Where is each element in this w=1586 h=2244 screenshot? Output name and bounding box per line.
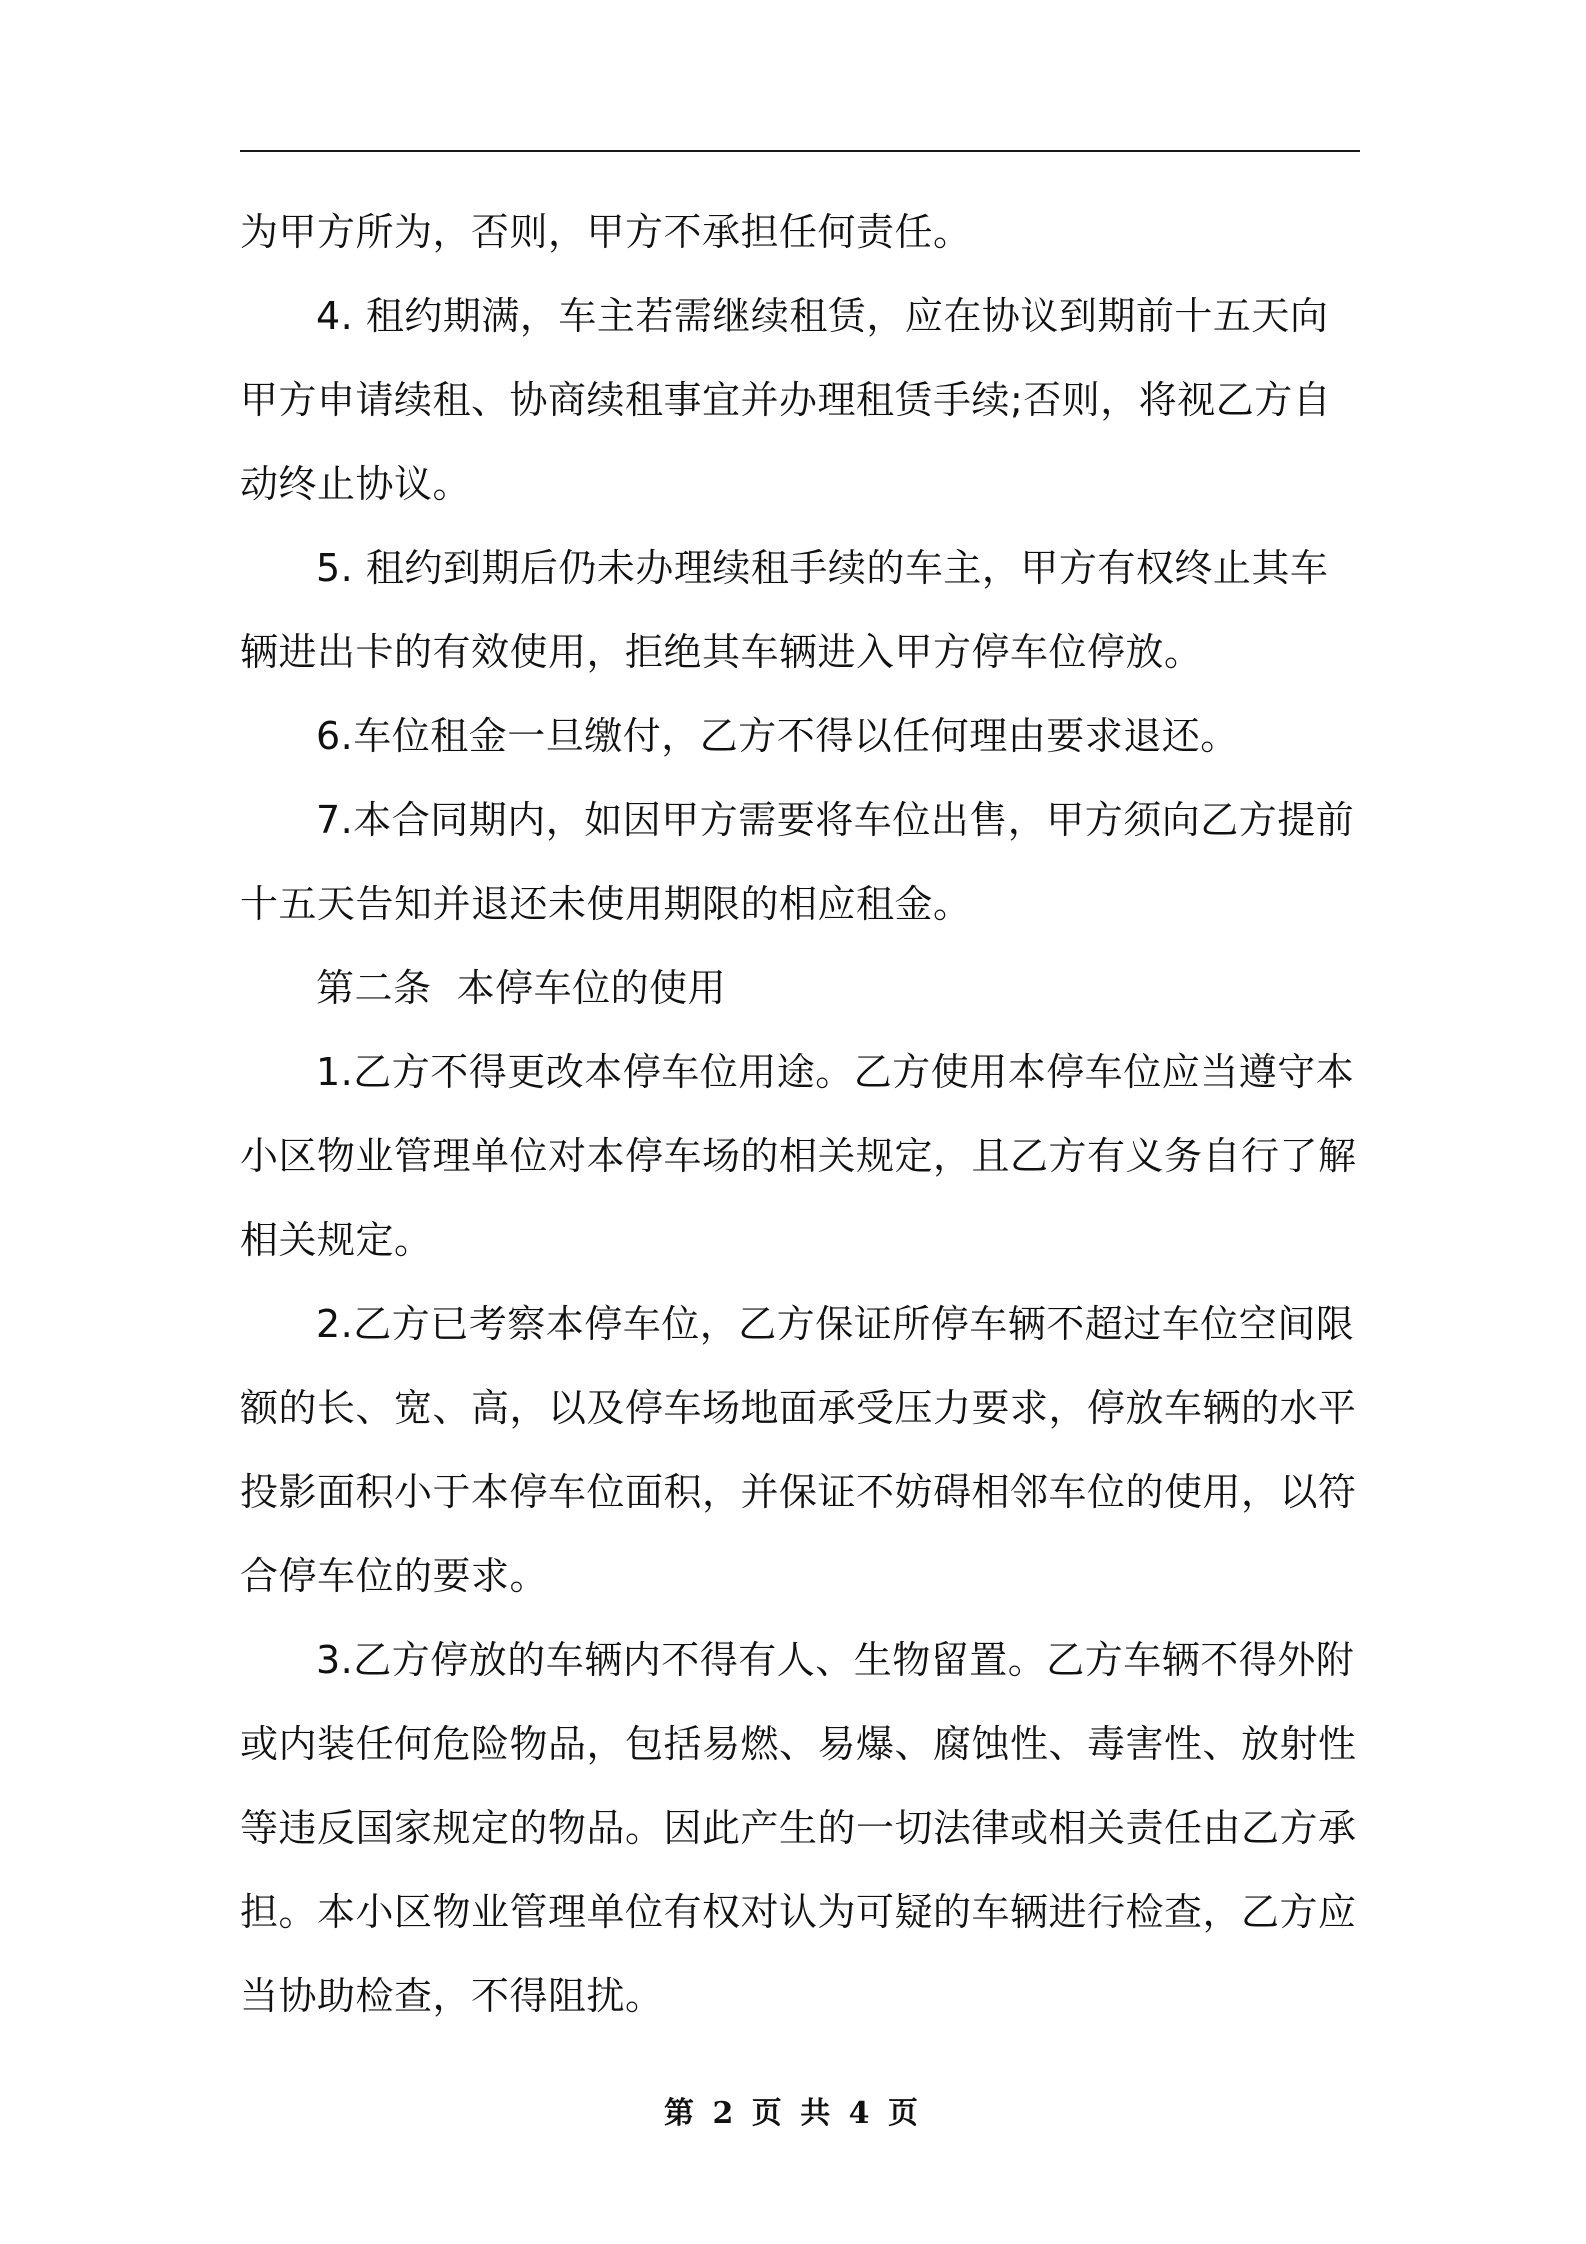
clause-5: 5. 租约到期后仍未办理续租手续的车主，甲方有权终止其车辆进出卡的有效使用，拒绝其车辆进入甲方停车位停放。	[240, 546, 1329, 674]
article-2-clause-1: 1.乙方不得更改本停车位用途。乙方使用本停车位应当遵守本小区物业管理单位对本停车场的相关规定，且乙方有义务自行了解相关规定。	[240, 1050, 1357, 1262]
clause-6: 6.车位租金一旦缴付，乙方不得以任何理由要求退还。	[316, 714, 1239, 758]
paragraph-continuation: 为甲方所为，否则，甲方不承担任何责任。	[240, 210, 972, 254]
article-2-clause-2: 2.乙方已考察本停车位，乙方保证所停车辆不超过车位空间限额的长、宽、高，以及停车场地面承受压力要求，停放车辆的水平投影面积小于本停车位面积，并保证不妨碍相邻车位的使用，以符合停车位的要求。	[240, 1302, 1357, 1598]
section-heading-article-2: 第二条 本停车位的使用	[316, 966, 727, 1010]
header-rule	[240, 150, 1360, 152]
clause-7: 7.本合同期内，如因甲方需要将车位出售，甲方须向乙方提前十五天告知并退还未使用期限的相应租金。	[240, 798, 1355, 926]
article-2-clause-3: 3.乙方停放的车辆内不得有人、生物留置。乙方车辆不得外附或内装任何危险物品，包括易燃、易爆、腐蚀性、毒害性、放射性等违反国家规定的物品。因此产生的一切法律或相关责任由乙方承担。本小区物业管理单位有权对认为可疑的车辆进行检查，乙方应当协助检查，不得阻扰。	[240, 1638, 1357, 2018]
document-body	[240, 190, 1360, 2038]
clause-4: 4. 租约期满，车主若需继续租赁，应在协议到期前十五天向甲方申请续租、协商续租事宜并办理租赁手续;否则，将视乙方自动终止协议。	[240, 294, 1332, 506]
page-number-footer: 第 2 页 共 4 页	[664, 2096, 922, 2131]
